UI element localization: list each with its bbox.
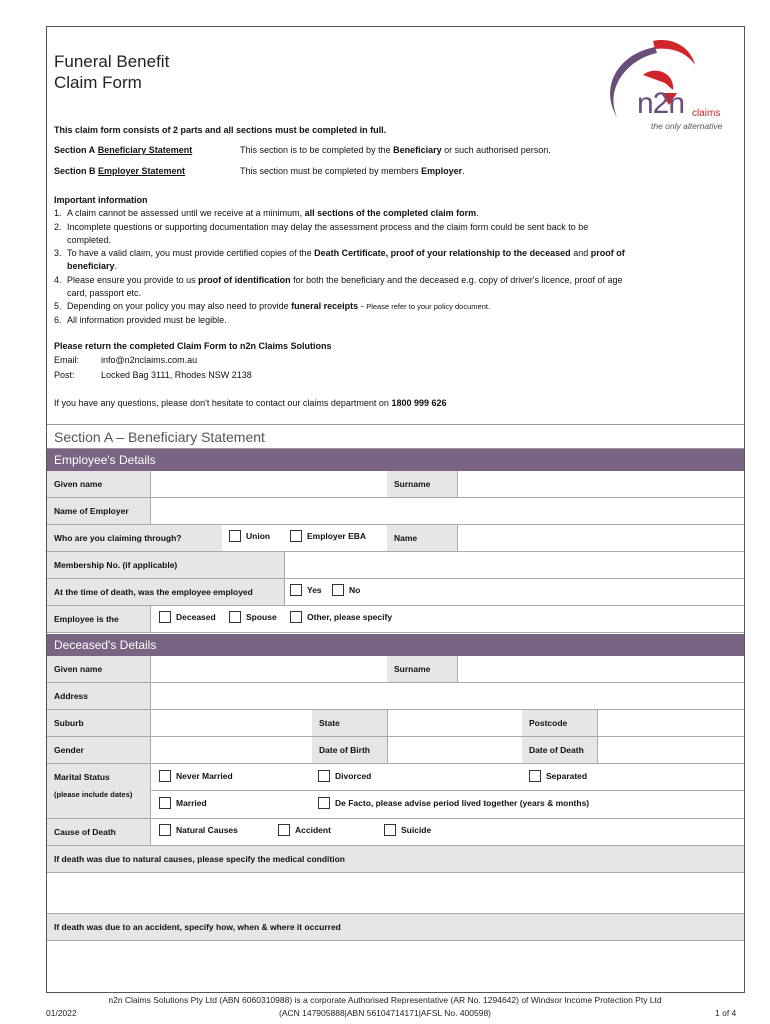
info-item: 3. To have a valid claim, you must provide certified copies of the Death Certificate, proof of your relationship to the deceased and proof of beneficiary.	[54, 248, 625, 272]
eba-checkbox[interactable]	[290, 530, 302, 542]
employee-name-row	[47, 471, 744, 498]
info-item: 1. A claim cannot be assessed until we receive at a minimum, all sections of the completed claim form.	[54, 208, 479, 219]
accident-q-row	[47, 914, 744, 941]
never-married-checkbox[interactable]	[159, 770, 171, 782]
claiming-label: Who are you claiming through?	[47, 525, 222, 551]
accident-q-label: If death was due to an accident, specify how, when & where it occurred	[47, 914, 744, 940]
logo-tagline: the only alternative	[651, 121, 723, 131]
employee-is-row	[47, 606, 744, 633]
natural-q-row	[47, 846, 744, 873]
state-field[interactable]	[387, 710, 522, 736]
yes-checkbox[interactable]	[290, 584, 302, 596]
deceased-details-band: Deceased's Details	[47, 634, 744, 656]
email-label: Email:	[54, 355, 80, 365]
cause-row	[47, 819, 744, 846]
suburb-label: Suburb	[47, 710, 150, 736]
marital-label: Marital Status (please include dates)	[47, 764, 150, 818]
d-surname-label: Surname	[387, 656, 457, 682]
marital-divider	[150, 790, 744, 791]
employer-field[interactable]	[150, 498, 744, 524]
intro-lead: This claim form consists of 2 parts and all sections must be completed in full.	[54, 125, 387, 135]
info-item: 6. All information provided must be legible.	[54, 314, 227, 325]
page-number: 1 of 4	[715, 1008, 737, 1018]
dob-label: Date of Birth	[312, 737, 387, 763]
d-surname-field[interactable]	[457, 656, 744, 682]
gender-row	[47, 737, 744, 764]
return-heading: Please return the completed Claim Form to n2n Claims Solutions	[54, 341, 332, 351]
address-label: Address	[47, 683, 150, 709]
postcode-field[interactable]	[597, 710, 744, 736]
natural-checkbox[interactable]	[159, 824, 171, 836]
name-field[interactable]	[457, 525, 744, 551]
info-item: 5. Depending on your policy you may also need to provide funeral receipts - Please refer to your policy document.	[54, 301, 491, 312]
dob-field[interactable]	[387, 737, 522, 763]
title-line-2: Claim Form	[54, 73, 142, 92]
natural-q-field[interactable]	[47, 873, 744, 914]
important-heading: Important information	[54, 195, 148, 205]
gender-field[interactable]	[150, 737, 312, 763]
suicide-option[interactable]: Suicide	[384, 824, 431, 836]
n2n-logo	[595, 35, 735, 135]
deceased-checkbox[interactable]	[159, 611, 171, 623]
given-name-label: Given name	[47, 471, 150, 497]
accident-option[interactable]: Accident	[278, 824, 331, 836]
employed-label: At the time of death, was the employee employed	[47, 579, 284, 605]
questions-text: If you have any questions, please don't hesitate to contact our claims department on 1800 999 626	[54, 398, 447, 408]
d-given-label: Given name	[47, 656, 150, 682]
yes-option[interactable]: Yes	[290, 584, 322, 596]
cause-label: Cause of Death	[47, 819, 150, 845]
membership-row	[47, 552, 744, 579]
title-line-1: Funeral Benefit	[54, 52, 170, 71]
address-row	[47, 683, 744, 710]
important-info	[54, 194, 739, 327]
divorced-checkbox[interactable]	[318, 770, 330, 782]
spouse-checkbox[interactable]	[229, 611, 241, 623]
natural-option[interactable]: Natural Causes	[159, 824, 238, 836]
de-facto-option[interactable]: De Facto, please advise period lived together (years & months)	[318, 797, 589, 809]
union-checkbox[interactable]	[229, 530, 241, 542]
separated-option[interactable]: Separated	[529, 770, 587, 782]
given-name-field[interactable]	[150, 471, 387, 497]
no-checkbox[interactable]	[332, 584, 344, 596]
de-facto-checkbox[interactable]	[318, 797, 330, 809]
eba-option[interactable]: Employer EBA	[290, 530, 366, 542]
email-value[interactable]: info@n2nclaims.com.au	[101, 355, 198, 365]
spouse-option[interactable]: Spouse	[229, 611, 277, 623]
membership-label: Membership No. (if applicable)	[47, 552, 284, 578]
dod-field[interactable]	[597, 737, 744, 763]
employer-label: Name of Employer	[47, 498, 150, 524]
deceased-name-row	[47, 656, 744, 683]
section-a-desc: This section is to be completed by the Beneficiary or such authorised person.	[240, 145, 551, 155]
logo-swoosh-icon	[595, 35, 735, 135]
logo-wordmark: n2n	[637, 87, 685, 120]
other-option[interactable]: Other, please specify	[290, 611, 392, 623]
marital-cell	[150, 764, 744, 818]
name-label: Name	[387, 525, 457, 551]
footer-line-2: (ACN 147905888|ABN 56104714171|AFSL No. 400598)	[278, 1008, 492, 1018]
gender-label: Gender	[47, 737, 150, 763]
married-checkbox[interactable]	[159, 797, 171, 809]
dod-label: Date of Death	[522, 737, 597, 763]
form-title	[54, 51, 274, 93]
post-value: Locked Bag 3111, Rhodes NSW 2138	[101, 370, 252, 380]
accident-checkbox[interactable]	[278, 824, 290, 836]
address-field[interactable]	[150, 683, 744, 709]
surname-field[interactable]	[457, 471, 744, 497]
state-label: State	[312, 710, 387, 736]
marital-row	[47, 764, 744, 819]
employed-row	[47, 579, 744, 606]
surname-label: Surname	[387, 471, 457, 497]
accident-q-field[interactable]	[47, 941, 744, 992]
form-page	[46, 26, 745, 993]
no-option[interactable]: No	[332, 584, 360, 596]
other-checkbox[interactable]	[290, 611, 302, 623]
suicide-checkbox[interactable]	[384, 824, 396, 836]
post-label: Post:	[54, 370, 75, 380]
info-item: 2. Incomplete questions or supporting documentation may delay the assessment process and the claim form could be sent back to be completed.	[54, 221, 589, 245]
separated-checkbox[interactable]	[529, 770, 541, 782]
d-given-field[interactable]	[150, 656, 387, 682]
claiming-row	[47, 525, 744, 552]
never-married-option[interactable]: Never Married	[159, 770, 233, 782]
logo-claims: claims	[692, 108, 721, 119]
section-b-ref: Section B Employer Statement	[54, 166, 186, 176]
employee-details-band: Employee's Details	[47, 449, 744, 471]
union-option[interactable]: Union	[229, 530, 270, 542]
footer-date: 01/2022	[46, 1008, 77, 1018]
section-a-title: Section A – Beneficiary Statement	[47, 424, 744, 449]
employer-row	[47, 498, 744, 525]
suburb-row	[47, 710, 744, 737]
section-a-ref: Section A Beneficiary Statement	[54, 145, 193, 155]
footer-line-1: n2n Claims Solutions Pty Ltd (ABN 6060310988) is a corporate Authorised Representative (AR No. 1294642) of Windsor Income Protection Pty Ltd	[108, 995, 662, 1005]
divorced-option[interactable]: Divorced	[318, 770, 371, 782]
postcode-label: Postcode	[522, 710, 597, 736]
employee-is-label: Employee is the	[47, 606, 150, 632]
natural-q-label: If death was due to natural causes, please specify the medical condition	[47, 846, 744, 872]
married-option[interactable]: Married	[159, 797, 207, 809]
suburb-field[interactable]	[150, 710, 312, 736]
cause-cell	[150, 819, 744, 845]
deceased-option[interactable]: Deceased	[159, 611, 216, 623]
section-b-desc: This section must be completed by members Employer.	[240, 166, 465, 176]
membership-field[interactable]	[284, 552, 744, 578]
info-item: 4. Please ensure you provide to us proof of identification for both the beneficiary and the deceased e.g. copy of driver's licence, proof of age card, passport etc.	[54, 274, 623, 299]
